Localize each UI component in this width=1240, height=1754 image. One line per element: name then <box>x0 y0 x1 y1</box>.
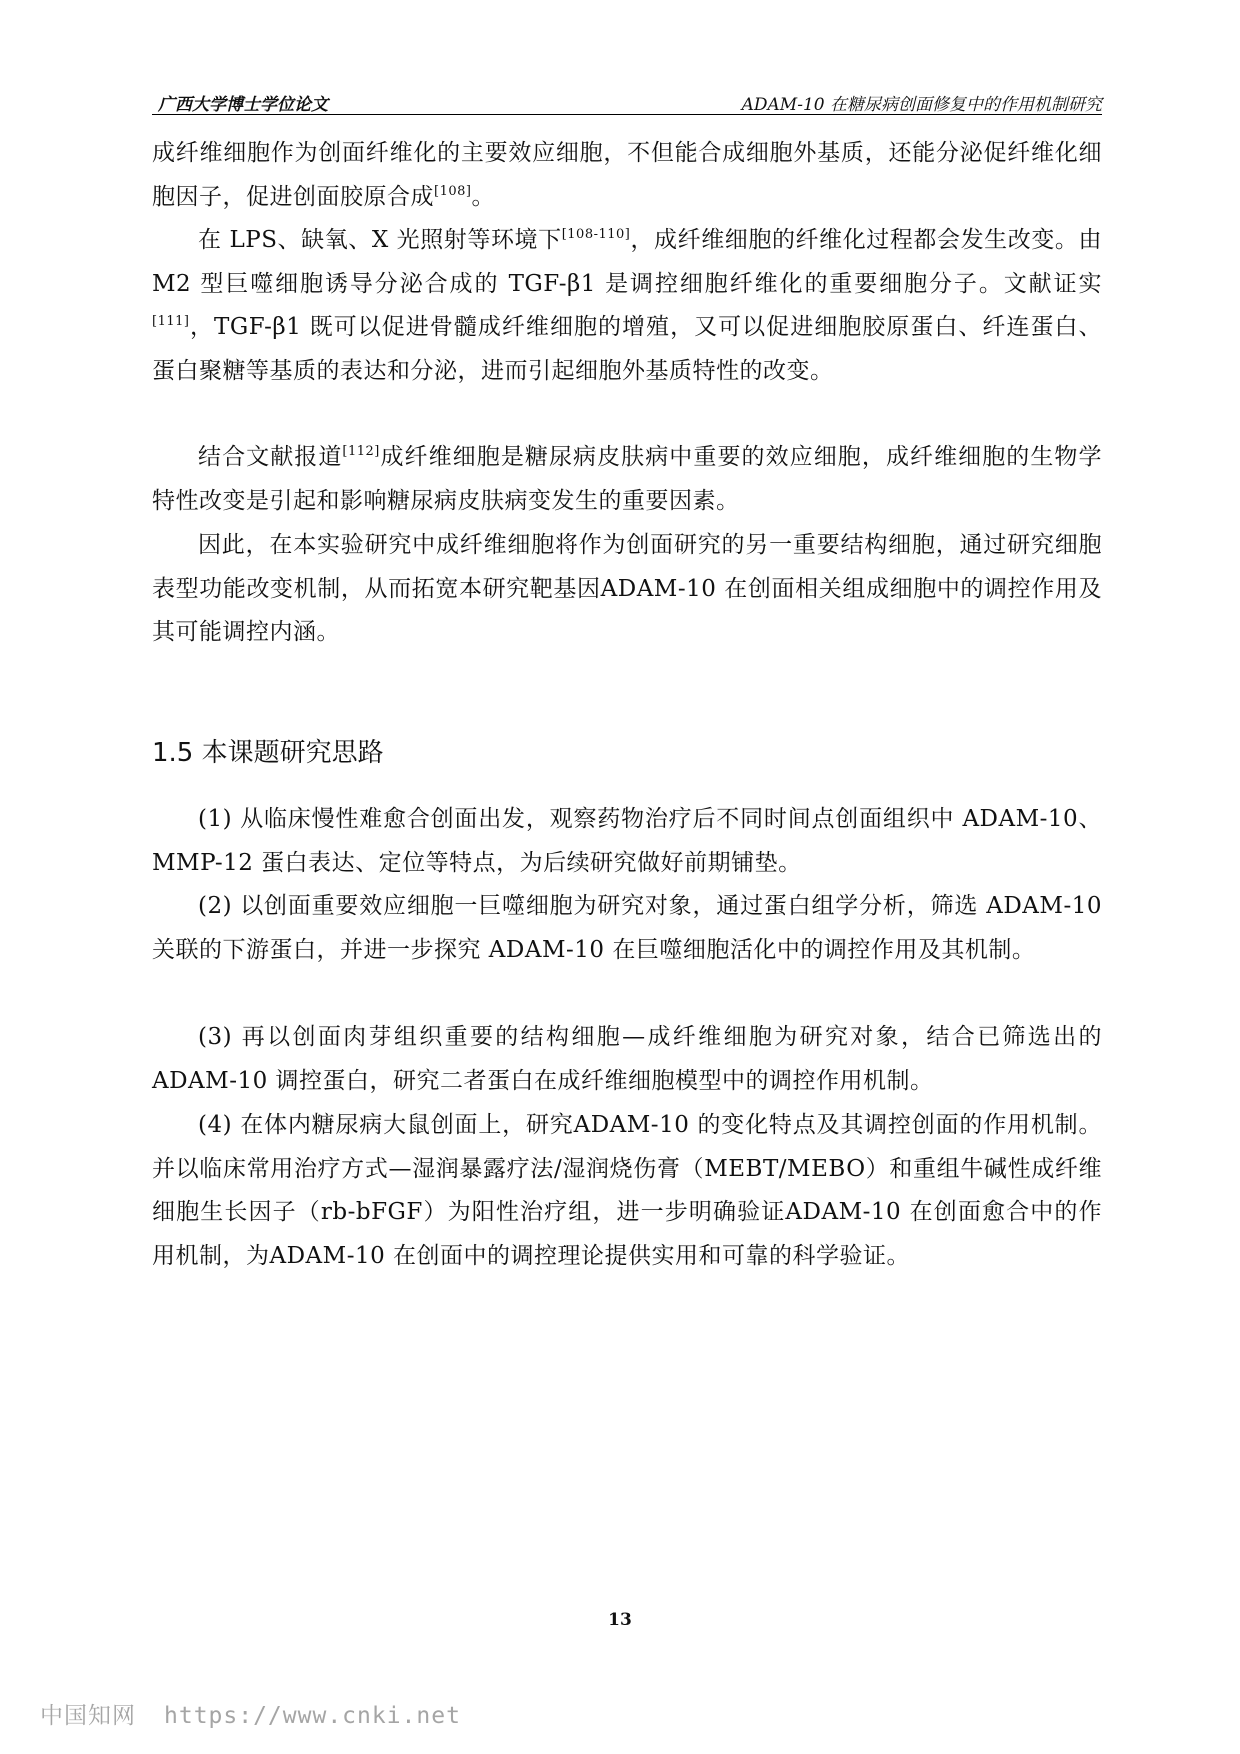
paragraph-literature-report: 结合文献报道[112]成纤维细胞是糖尿病皮肤病中重要的效应细胞，成纤维细胞的生物学特性改变是引起和影响糖尿病皮肤病变发生的重要因素。 <box>152 444 1102 514</box>
citation-ref: [108-110] <box>561 227 631 242</box>
research-item-1: (1) 从临床慢性难愈合创面出发，观察药物治疗后不同时间点创面组织中 ADAM-10、MMP-12 蛋白表达、定位等特点，为后续研究做好前期铺垫。 <box>152 806 1102 876</box>
citation-ref: [108] <box>434 183 472 199</box>
research-item-3: (3) 再以创面肉芽组织重要的结构细胞—成纤维细胞为研究对象，结合已筛选出的 ADAM-10 调控蛋白，研究二者蛋白在成纤维细胞模型中的调控作用机制。 <box>152 1024 1102 1094</box>
page-number: 13 <box>608 1610 632 1630</box>
header-thesis-label: 广西大学博士学位论文 <box>158 95 328 115</box>
paragraph-conclusion: 因此，在本实验研究中成纤维细胞将作为创面研究的另一重要结构细胞，通过研究细胞表型功能改变机制，从而拓宽本研究靶基因ADAM-10 在创面相关组成细胞中的调控作用及其可能调控内涵。 <box>152 532 1102 645</box>
watermark-brand: 中国知网 <box>40 1703 136 1729</box>
cnki-watermark <box>40 1697 461 1730</box>
paragraph-fibrosis-conditions: 在 LPS、缺氧、X 光照射等环境下[108-110]，成纤维细胞的纤维化过程都会发生改变。由 M2 型巨噬细胞诱导分泌合成的 TGF-β1 是调控细胞纤维化的重要细胞分子。文献证实[111]，TGF-β1 既可以促进骨髓成纤维细胞的增殖，又可以促进细胞胶原蛋白、纤连蛋白、蛋白聚糖等基质的表达和分泌，进而引起细胞外基质特性的改变。 <box>152 227 1102 384</box>
research-item-2: (2) 以创面重要效应细胞一巨噬细胞为研究对象，通过蛋白组学分析，筛选 ADAM-10 关联的下游蛋白，并进一步探究 ADAM-10 在巨噬细胞活化中的调控作用及其机制。 <box>152 893 1102 963</box>
section-heading: 1.5 本课题研究思路 <box>152 738 384 768</box>
paragraph-fibroblast-intro: 成纤维细胞作为创面纤维化的主要效应细胞，不但能合成细胞外基质，还能分泌促纤维化细胞因子，促进创面胶原合成[108]。 <box>152 140 1102 210</box>
running-header <box>152 84 1102 115</box>
citation-ref: [111] <box>152 314 190 329</box>
research-item-4: (4) 在体内糖尿病大鼠创面上，研究ADAM-10 的变化特点及其调控创面的作用机制。并以临床常用治疗方式—湿润暴露疗法/湿润烧伤膏（MEBT/MEBO）和重组牛碱性成纤维细胞生长因子（rb-bFGF）为阳性治疗组，进一步明确验证ADAM-10 在创面愈合中的作用机制，为ADAM-10 在创面中的调控理论提供实用和可靠的科学验证。 <box>152 1112 1102 1269</box>
citation-ref: [112] <box>342 444 380 459</box>
header-thesis-title: ADAM-10 在糖尿病创面修复中的作用机制研究 <box>741 95 1102 115</box>
watermark-url: https://www.cnki.net <box>164 1703 461 1729</box>
